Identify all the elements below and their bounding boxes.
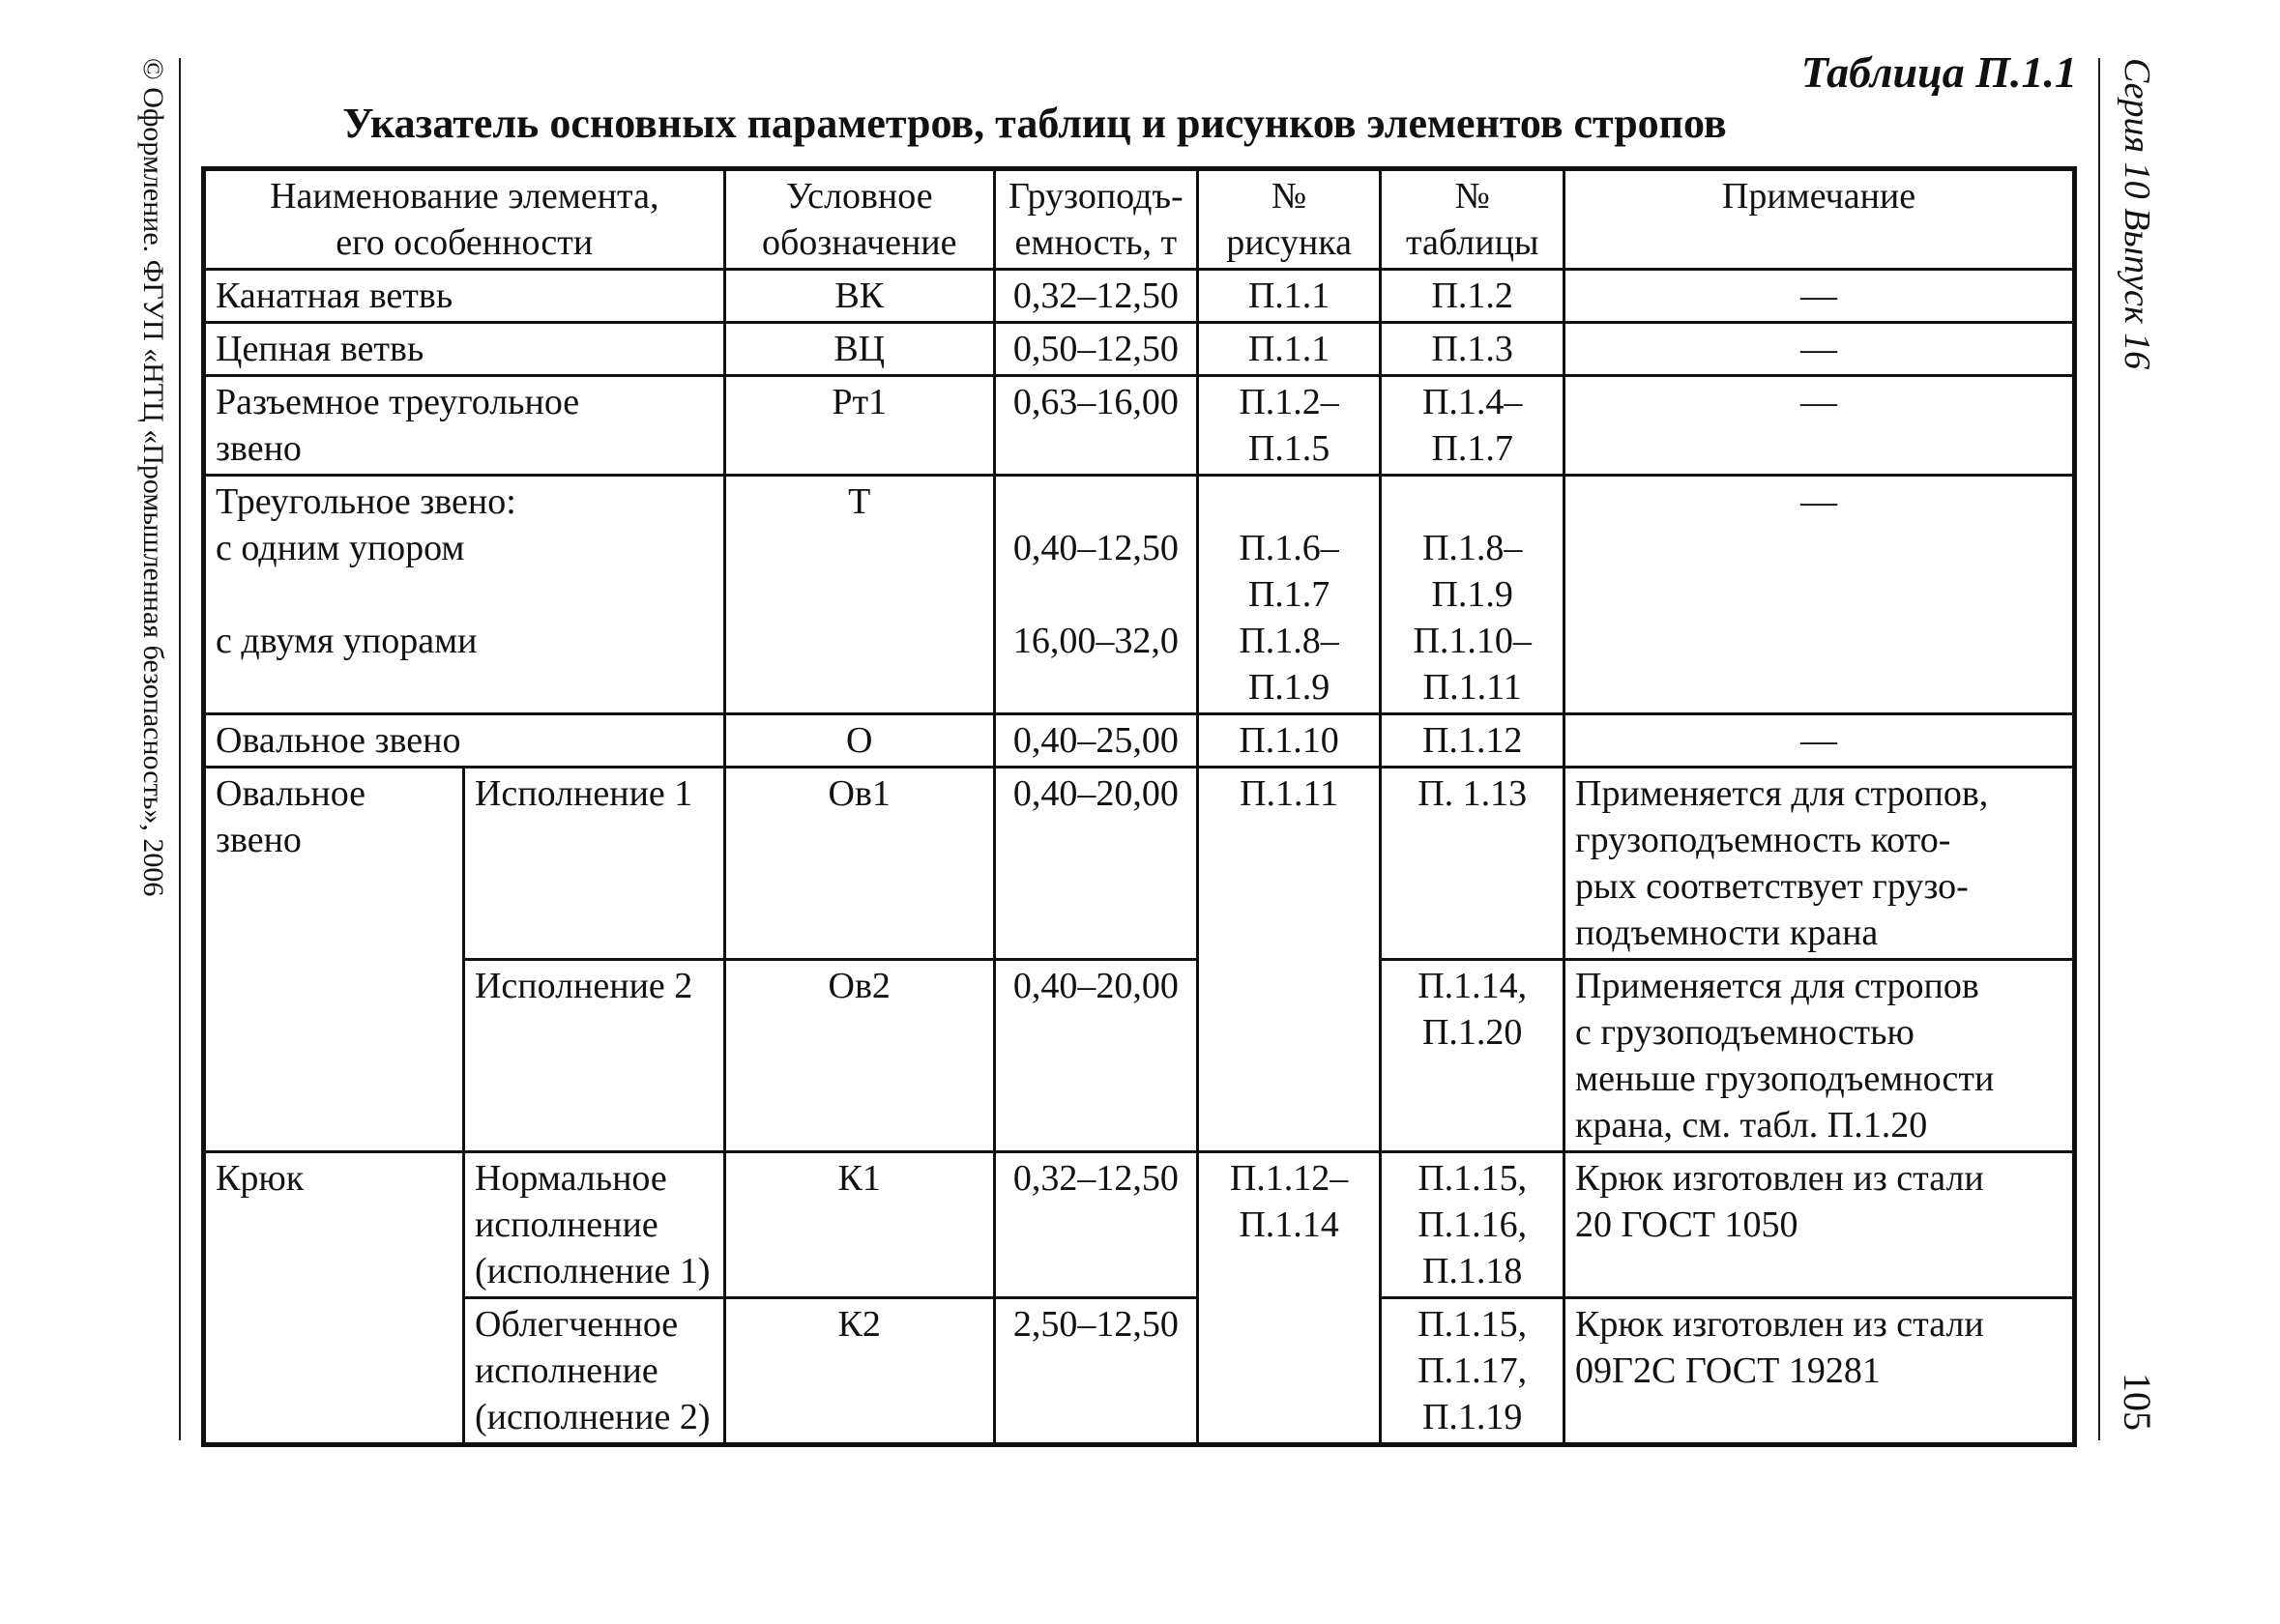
cell-table: П.1.14, П.1.20	[1381, 960, 1564, 1152]
table-row	[204, 270, 2075, 323]
series-text: Серия 10 Выпуск 16	[2117, 58, 2157, 370]
cell-table: П.1.3	[1381, 323, 1564, 376]
cell-note: —	[1564, 476, 2075, 714]
col-header-capacity: Грузоподъ- емность, т	[994, 169, 1197, 270]
cell-name: Разъемное треугольное звено	[204, 376, 725, 476]
cell-name: Овальное звено	[204, 714, 725, 768]
cell-note: —	[1564, 323, 2075, 376]
cell-note: —	[1564, 714, 2075, 768]
cell-designation: ВК	[724, 270, 994, 323]
cell-table: П. 1.13	[1381, 768, 1564, 960]
left-margin-rule	[179, 58, 181, 1440]
cell-table: П.1.12	[1381, 714, 1564, 768]
cell-capacity: 0,32–12,50	[994, 1152, 1197, 1298]
table-title: Указатель основных параметров, таблиц и рисунков элементов стропов	[342, 100, 1727, 147]
cell-capacity: 2,50–12,50	[994, 1298, 1197, 1445]
cell-table: П.1.8– П.1.9 П.1.10– П.1.11	[1381, 476, 1564, 714]
cell-figure: П.1.12– П.1.14	[1197, 1152, 1381, 1445]
table-row	[204, 1298, 2075, 1445]
cell-designation: К1	[724, 1152, 994, 1298]
cell-name: Овальное звено	[204, 768, 464, 1152]
cell-note: —	[1564, 376, 2075, 476]
cell-designation: ВЦ	[724, 323, 994, 376]
cell-name: Цепная ветвь	[204, 323, 725, 376]
header-row	[204, 169, 2075, 270]
cell-designation: К2	[724, 1298, 994, 1445]
table-row	[204, 323, 2075, 376]
cell-capacity: 0,40–20,00	[994, 960, 1197, 1152]
page-number-text: 105	[2116, 1373, 2159, 1431]
table-row	[204, 768, 2075, 960]
copyright-text: © Оформление. ФГУП «НТЦ «Промышленная безопасность», 2006	[137, 58, 169, 897]
cell-figure: П.1.10	[1197, 714, 1381, 768]
table-row	[204, 476, 2075, 714]
col-header-figure: № рисунка	[1197, 169, 1381, 270]
cell-note: Применяется для стропов, грузоподъемность кото- рых соответствует грузо- подъемности крана	[1564, 768, 2075, 960]
col-header-designation: Условное обозначение	[724, 169, 994, 270]
col-header-table: № таблицы	[1381, 169, 1564, 270]
cell-capacity: 0,63–16,00	[994, 376, 1197, 476]
cell-variant: Облегченное исполнение (исполнение 2)	[463, 1298, 724, 1445]
cell-table: П.1.2	[1381, 270, 1564, 323]
cell-figure: П.1.2– П.1.5	[1197, 376, 1381, 476]
table-row	[204, 960, 2075, 1152]
col-header-note: Примечание	[1564, 169, 2075, 270]
cell-note: Крюк изготовлен из стали 20 ГОСТ 1050	[1564, 1152, 2075, 1298]
table-row	[204, 376, 2075, 476]
cell-designation: О	[724, 714, 994, 768]
cell-capacity: 0,40–20,00	[994, 768, 1197, 960]
cell-table: П.1.4– П.1.7	[1381, 376, 1564, 476]
cell-note: Крюк изготовлен из стали 09Г2С ГОСТ 19281	[1564, 1298, 2075, 1445]
cell-name: Крюк	[204, 1152, 464, 1445]
cell-figure: П.1.1	[1197, 323, 1381, 376]
left-margin-copyright	[124, 58, 182, 909]
table-label: Таблица П.1.1	[1800, 47, 2077, 97]
cell-figure: П.1.11	[1197, 768, 1381, 1152]
cell-note: Применяется для стропов с грузоподъемностью меньше грузоподъемности крана, см. табл. П.1.20	[1564, 960, 2075, 1152]
cell-table: П.1.15, П.1.17, П.1.19	[1381, 1298, 1564, 1445]
cell-note: —	[1564, 270, 2075, 323]
cell-variant: Нормальное исполнение (исполнение 1)	[463, 1152, 724, 1298]
cell-capacity: 0,32–12,50	[994, 270, 1197, 323]
cell-designation: Ов2	[724, 960, 994, 1152]
cell-table: П.1.15, П.1.16, П.1.18	[1381, 1152, 1564, 1298]
right-margin-series	[2108, 58, 2166, 928]
cell-designation: Рт1	[724, 376, 994, 476]
cell-designation: Т	[724, 476, 994, 714]
cell-figure: П.1.6– П.1.7 П.1.8– П.1.9	[1197, 476, 1381, 714]
cell-figure: П.1.1	[1197, 270, 1381, 323]
cell-name: Канатная ветвь	[204, 270, 725, 323]
table-row	[204, 1152, 2075, 1298]
cell-capacity: 0,40–12,50 16,00–32,0	[994, 476, 1197, 714]
col-header-name: Наименование элемента, его особенности	[204, 169, 725, 270]
right-margin-rule	[2098, 58, 2100, 1440]
table-row	[204, 714, 2075, 768]
cell-variant: Исполнение 2	[463, 960, 724, 1152]
cell-designation: Ов1	[724, 768, 994, 960]
cell-capacity: 0,40–25,00	[994, 714, 1197, 768]
page-number	[2108, 1373, 2166, 1450]
cell-capacity: 0,50–12,50	[994, 323, 1197, 376]
cell-variant: Исполнение 1	[463, 768, 724, 960]
parameters-table	[201, 166, 2077, 1447]
cell-name: Треугольное звено: с одним упором с двумя упорами	[204, 476, 725, 714]
